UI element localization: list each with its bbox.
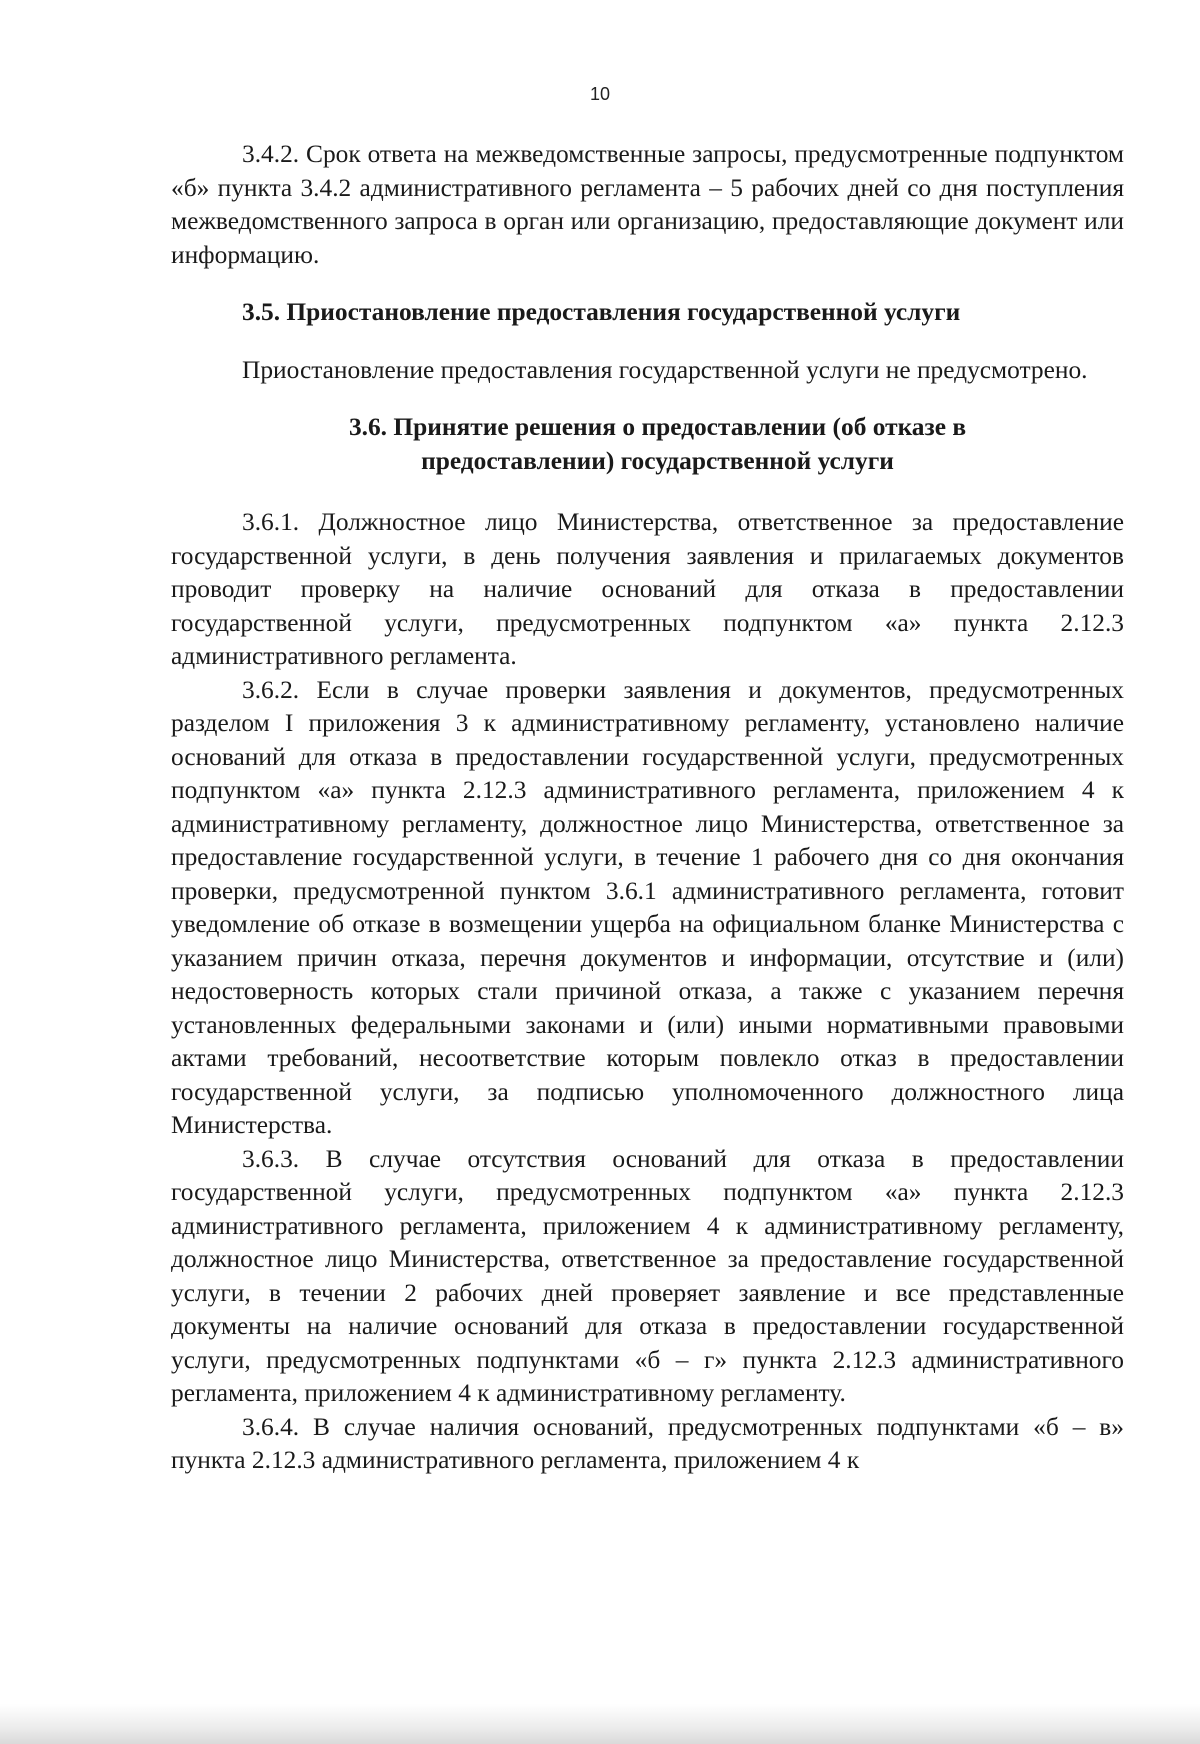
paragraph-3-5: Приостановление предоставления государственной услуги не предусмотрено. — [242, 355, 1088, 384]
paragraph-3-4-2: 3.4.2. Срок ответа на межведомственные запросы, предусмотренные подпунктом «б» пункта 3.4.2 административного регламента – 5 рабочих дней со дня поступления межведомственного запроса в орган или организацию, предоставляющие документ или информацию. — [171, 140, 1124, 269]
paragraph-3-6-3: 3.6.3. В случае отсутствия оснований для отказа в предоставлении государственной услуги, предусмотренных подпунктом «а» пункта 2.12.3 административного регламента, приложением 4 к административному регламенту, должностное лицо Министерства, ответственное за предоставление государственной услуги, в течении 2 рабочих дней проверяет заявление и все представленные документы на наличие оснований для отказа в предоставлении государственной услуги, предусмотренных подпунктами «б – г» пункта 2.12.3 административного регламента, приложением 4 к административному регламенту. — [171, 1144, 1124, 1407]
scan-shadow-edge — [0, 1704, 1200, 1744]
paragraph-3-6-2: 3.6.2. Если в случае проверки заявления и документов, предусмотренных разделом I приложения 3 к административному регламенту, установлено наличие оснований для отказа в предоставлении государственной услуги, предусмотренных подпунктом «а» пункта 2.12.3 административного регламента, приложением 4 к административному регламенту, должностное лицо Министерства, ответственное за предоставление государственной услуги, в течение 1 рабочего дня со дня окончания проверки, предусмотренной пунктом 3.6.1 административного регламента, готовит уведомление об отказе в возмещении ущерба на официальном бланке Министерства с указанием причин отказа, перечня документов и информации, отсутствие и (или) недостоверность которых стали причиной отказа, а также с указанием перечня установленных федеральными законами и (или) иными нормативными правовыми актами требований, несоответствие которым повлекло отказ в предоставлении государственной услуги, за подписью уполномоченного должностного лица Министерства. — [171, 675, 1124, 1139]
document-body — [171, 138, 1124, 1478]
heading-3-5: 3.5. Приостановление предоставления государственной услуги — [242, 298, 961, 326]
paragraph-3-6-1: 3.6.1. Должностное лицо Министерства, ответственное за предоставление государственной услуги, в день получения заявления и прилагаемых документов проводит проверку на наличие оснований для отказа в предоставлении государственной услуги, предусмотренных подпунктом «а» пункта 2.12.3 административного регламента. — [171, 508, 1124, 670]
paragraph-3-6-4: 3.6.4. В случае наличия оснований, предусмотренных подпунктами «б – в» пункта 2.12.3 административного регламента, приложением 4 к — [171, 1412, 1124, 1474]
page-number: 10 — [589, 84, 611, 104]
heading-3-6: 3.6. Принятие решения о предоставлении (об отказе в предоставлении) государственной услуги — [348, 413, 967, 475]
